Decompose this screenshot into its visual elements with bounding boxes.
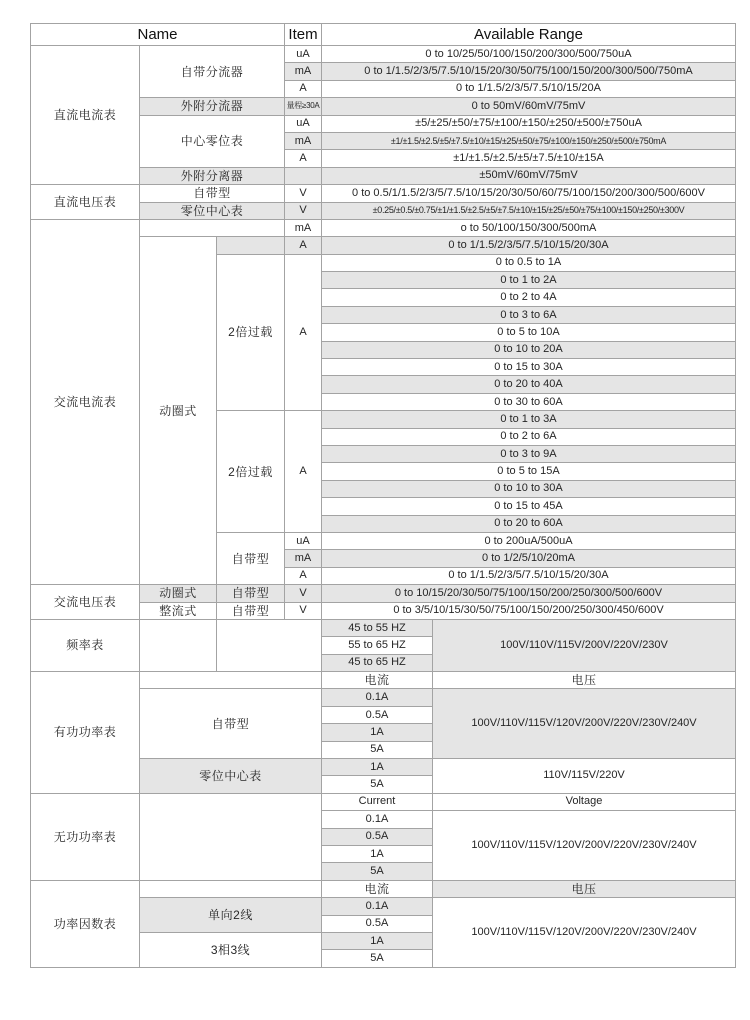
table-cell: 0 to 1/1.5/2/3/5/7.5/10/15/20/30A	[322, 568, 736, 585]
table-cell: 0 to 1/1.5/2/3/5/7.5/10/15/20/30/50/75/100/150/200/300/500/750mA	[322, 63, 736, 80]
table-cell: 自带型	[217, 533, 285, 585]
table-cell	[140, 620, 217, 672]
table-cell: 1A	[322, 933, 433, 950]
table-cell: 零位中心表	[140, 759, 322, 794]
table-cell: 0 to 10/15/20/30/50/75/100/150/200/250/300/500/600V	[322, 585, 736, 602]
table-cell: 0 to 2 to 6A	[322, 429, 736, 446]
table-cell	[285, 168, 322, 185]
table-cell: 自带型	[140, 185, 285, 202]
table-cell: 单向2线	[140, 898, 322, 933]
table-cell: V	[285, 185, 322, 202]
table-cell: 0 to 1/1.5/2/3/5/7.5/10/15/20A	[322, 81, 736, 98]
table-cell: 0 to 20 to 40A	[322, 376, 736, 393]
table-cell: 0 to 3 to 6A	[322, 307, 736, 324]
table-cell: A	[285, 568, 322, 585]
table-cell: 3相3线	[140, 933, 322, 968]
section-ac-ammeter: 交流电流表	[31, 220, 140, 585]
table-cell: uA	[285, 533, 322, 550]
table-cell: 0 to 10 to 20A	[322, 342, 736, 359]
table-cell: A	[285, 411, 322, 533]
table-cell: 自带型	[140, 689, 322, 759]
table-cell: A	[285, 150, 322, 167]
table-cell: A	[285, 255, 322, 412]
table-cell: 45 to 55 HZ	[322, 620, 433, 637]
table-cell: 5A	[322, 950, 433, 967]
table-cell: V	[285, 585, 322, 602]
section-dc-ammeter: 直流电流表	[31, 46, 140, 185]
table-cell: 100V/110V/115V/120V/200V/220V/230V/240V	[433, 898, 736, 968]
table-cell: 0.1A	[322, 898, 433, 915]
table-cell: 0 to 15 to 30A	[322, 359, 736, 376]
table-cell: 100V/110V/115V/120V/200V/220V/230V/240V	[433, 689, 736, 759]
table-cell: 0 to 5 to 15A	[322, 463, 736, 480]
column-header-name: Name	[31, 24, 285, 46]
table-cell	[140, 881, 322, 898]
table-cell: 100V/110V/115V/120V/200V/220V/230V/240V	[433, 811, 736, 881]
table-cell: 0 to 10 to 30A	[322, 481, 736, 498]
table-cell: 0 to 50mV/60mV/75mV	[322, 98, 736, 115]
table-cell: 0 to 1 to 2A	[322, 272, 736, 289]
table-cell: mA	[285, 550, 322, 567]
table-cell: 0 to 2 to 4A	[322, 289, 736, 306]
table-cell: mA	[285, 63, 322, 80]
table-cell: 0 to 200uA/500uA	[322, 533, 736, 550]
spec-table	[30, 23, 736, 968]
table-cell: 整流式	[140, 603, 217, 620]
table-cell: 自带分流器	[140, 46, 285, 98]
table-cell: 电压	[433, 881, 736, 898]
table-cell: 自带型	[217, 603, 285, 620]
table-cell: 动圈式	[140, 237, 217, 585]
table-cell: 0.5A	[322, 916, 433, 933]
table-cell: 电流	[322, 672, 433, 689]
table-cell: 0 to 10/25/50/100/150/200/300/500/750uA	[322, 46, 736, 63]
section-frequency-meter: 频率表	[31, 620, 140, 672]
table-cell: ±1/±1.5/±2.5/±5/±7.5/±10/±15A	[322, 150, 736, 167]
table-cell: 外附分离器	[140, 168, 285, 185]
table-cell: 0 to 3/5/10/15/30/50/75/100/150/200/250/300/450/600V	[322, 603, 736, 620]
table-cell: 1A	[322, 759, 433, 776]
table-cell: 0 to 0.5 to 1A	[322, 255, 736, 272]
table-cell: 100V/110V/115V/200V/220V/230V	[433, 620, 736, 672]
table-cell: 5A	[322, 863, 433, 880]
table-cell: 45 to 65 HZ	[322, 655, 433, 672]
section-reactive-power-meter: 无功功率表	[31, 794, 140, 881]
section-dc-voltmeter: 直流电压表	[31, 185, 140, 220]
table-cell: 0 to 1 to 3A	[322, 411, 736, 428]
table-cell: 电流	[322, 881, 433, 898]
table-cell: 量程≥30A	[285, 98, 322, 115]
section-active-power-meter: 有功功率表	[31, 672, 140, 794]
table-cell: 5A	[322, 776, 433, 793]
table-cell: 55 to 65 HZ	[322, 637, 433, 654]
table-cell: Voltage	[433, 794, 736, 811]
table-cell: mA	[285, 220, 322, 237]
table-cell: ±50mV/60mV/75mV	[322, 168, 736, 185]
table-cell: 5A	[322, 742, 433, 759]
table-cell: 零位中心表	[140, 203, 285, 220]
table-cell: 0.5A	[322, 829, 433, 846]
table-cell: 0 to 1/1.5/2/3/5/7.5/10/15/20/30A	[322, 237, 736, 254]
table-cell: 1A	[322, 846, 433, 863]
column-header-range: Available Range	[322, 24, 736, 46]
column-header-item: Item	[285, 24, 322, 46]
table-cell: A	[285, 81, 322, 98]
table-cell: 中心零位表	[140, 116, 285, 168]
table-cell	[140, 794, 322, 881]
table-cell: 电压	[433, 672, 736, 689]
table-cell	[217, 237, 285, 254]
table-cell: 0 to 20 to 60A	[322, 516, 736, 533]
table-cell	[140, 672, 322, 689]
table-cell: uA	[285, 116, 322, 133]
table-cell: uA	[285, 46, 322, 63]
table-cell: ±5/±25/±50/±75/±100/±150/±250/±500/±750uA	[322, 116, 736, 133]
table-cell	[217, 620, 322, 672]
table-cell: 0 to 0.5/1/1.5/2/3/5/7.5/10/15/20/30/50/60/75/100/150/200/300/500/600V	[322, 185, 736, 202]
section-power-factor-meter: 功率因数表	[31, 881, 140, 968]
table-cell: 1A	[322, 724, 433, 741]
table-cell: Current	[322, 794, 433, 811]
table-cell: ±0.25/±0.5/±0.75/±1/±1.5/±2.5/±5/±7.5/±10/±15/±25/±50/±75/±100/±150/±250/±300V	[322, 203, 736, 220]
table-cell: 0.1A	[322, 689, 433, 706]
table-cell	[140, 220, 285, 237]
table-cell: 2倍过载	[217, 411, 285, 533]
table-cell: ±1/±1.5/±2.5/±5/±7.5/±10/±15/±25/±50/±75/±100/±150/±250/±500/±750mA	[322, 133, 736, 150]
table-cell: 0 to 15 to 45A	[322, 498, 736, 515]
table-cell: V	[285, 203, 322, 220]
section-ac-voltmeter: 交流电压表	[31, 585, 140, 620]
table-cell: 0 to 5 to 10A	[322, 324, 736, 341]
table-cell: 0.5A	[322, 707, 433, 724]
table-cell: 0.1A	[322, 811, 433, 828]
table-cell: mA	[285, 133, 322, 150]
table-cell: 自带型	[217, 585, 285, 602]
table-cell: 0 to 1/2/5/10/20mA	[322, 550, 736, 567]
table-cell: 外附分流器	[140, 98, 285, 115]
table-cell: 2倍过载	[217, 255, 285, 412]
table-cell: 动圈式	[140, 585, 217, 602]
table-cell: 0 to 30 to 60A	[322, 394, 736, 411]
table-cell: A	[285, 237, 322, 254]
table-cell: V	[285, 603, 322, 620]
table-cell: o to 50/100/150/300/500mA	[322, 220, 736, 237]
table-cell: 0 to 3 to 9A	[322, 446, 736, 463]
table-cell: 110V/115V/220V	[433, 759, 736, 794]
